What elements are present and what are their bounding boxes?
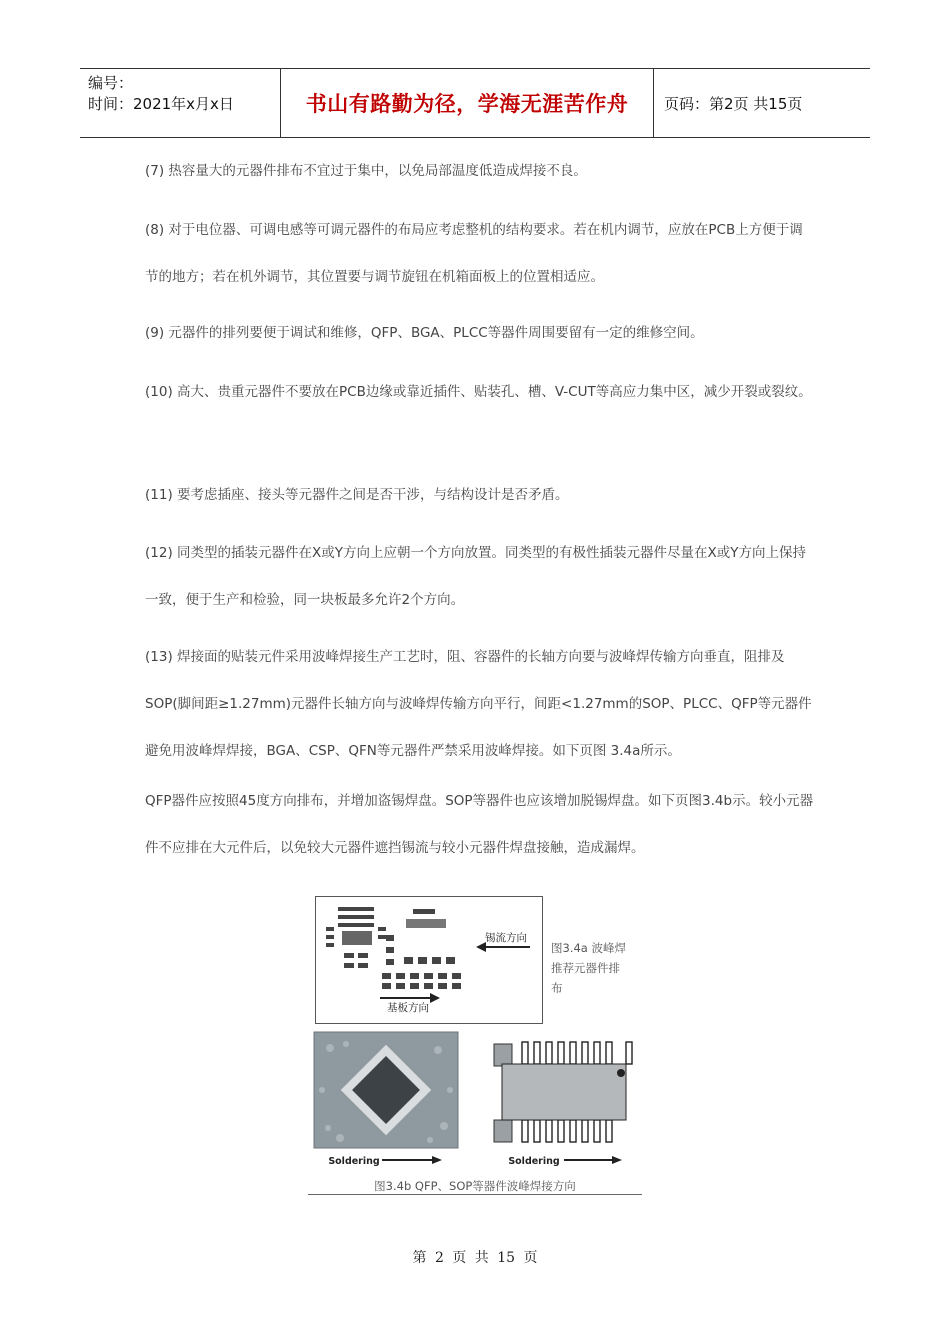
figure-3-4a: [315, 896, 543, 1024]
figure-3-4b-drawing: [310, 1030, 645, 1170]
paragraph-qfp: QFP器件应按照45度方向排布，并增加盗锡焊盘。SOP等器件也应该增加脱锡焊盘。如下页图3.4b示。较小元器件不应排在大元件后，以免较大元器件遮挡锡流与较小元器件焊盘接触，造成漏焊。: [145, 793, 814, 856]
figure-3-4a-drawing: [316, 897, 542, 1023]
figure-3-4b: [310, 1030, 645, 1170]
paragraph-10: (10) 高大、贵重元器件不要放在PCB边缘或靠近插件、贴装孔、槽、V-CUT等高应力集中区，减少开裂或裂纹。: [145, 384, 812, 400]
header-page-info: 页码：第2页 共15页: [664, 94, 803, 113]
number-label: 编号：: [88, 74, 134, 92]
page-header: [80, 68, 870, 138]
flow-direction-label: 锡流方向: [485, 932, 527, 944]
header-meta: [80, 69, 281, 137]
paragraph-11: (11) 要考虑插座、接头等元器件之间是否干涉，与结构设计是否矛盾。: [145, 487, 569, 503]
paragraph-9: (9) 元器件的排列要便于调试和维修，QFP、BGA、PLCC等器件周围要留有一定的维修空间。: [145, 325, 704, 341]
paragraph-13: (13) 焊接面的贴装元件采用波峰焊接生产工艺时，阻、容器件的长轴方向要与波峰焊传输方向垂直，阻排及SOP(脚间距≥1.27mm)元器件长轴方向与波峰焊传输方向平行，间距<1.27mm的SOP、PLCC、QFP等元器件避免用波峰焊焊接，BGA、CSP、QFN等元器件严禁采用波峰焊接。如下页图 3.4a所示。: [145, 649, 812, 759]
time-label: 时间：2021年x月x日: [88, 95, 234, 113]
paragraph-8: (8) 对于电位器、可调电感等可调元器件的布局应考虑整机的结构要求。若在机内调节，应放在PCB上方便于调节的地方；若在机外调节，其位置要与调节旋钮在机箱面板上的位置相适应。: [145, 222, 803, 285]
board-direction-label: 基板方向: [387, 1002, 429, 1014]
page-footer: 第 2 页 共 15 页: [412, 1250, 538, 1266]
figure-3-4a-caption: 图3.4a 波峰焊推荐元器件排布: [551, 941, 626, 995]
soldering-label-right: Soldering: [508, 1156, 560, 1167]
figure-3-4b-rule: [308, 1194, 642, 1195]
paragraph-7: (7) 热容量大的元器件排布不宜过于集中，以免局部温度低造成焊接不良。: [145, 163, 587, 179]
soldering-label-left: Soldering: [328, 1156, 380, 1167]
paragraph-12: (12) 同类型的插装元器件在X或Y方向上应朝一个方向放置。同类型的有极性插装元器件尽量在X或Y方向上保持一致，便于生产和检验，同一块板最多允许2个方向。: [145, 545, 806, 608]
header-motto: 书山有路勤为径，学海无涯苦作舟: [281, 69, 654, 137]
figure-3-4b-caption: 图3.4b QFP、SOP等器件波峰焊接方向: [374, 1179, 576, 1193]
